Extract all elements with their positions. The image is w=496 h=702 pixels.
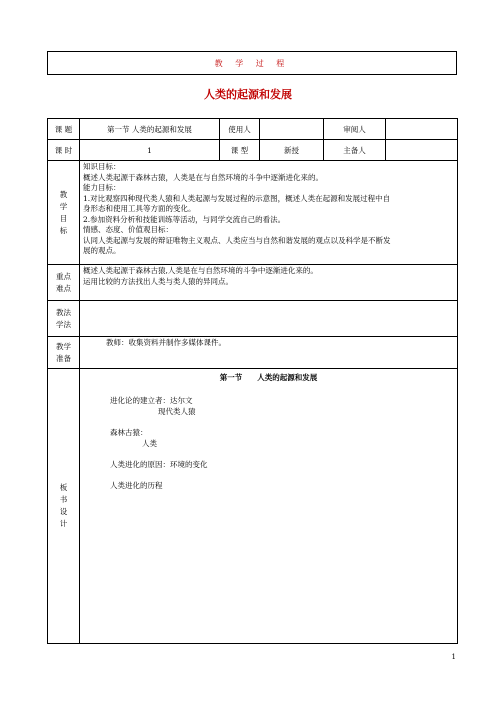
prep-label: 教学 准备 — [48, 337, 80, 369]
board-title: 第一节 人类的起源和发展 — [219, 373, 318, 382]
user-value — [260, 119, 324, 140]
topic-value: 第一节 人类的起源和发展 — [80, 119, 220, 140]
reviewer-value — [386, 119, 458, 140]
goals-line: 能力目标： — [83, 183, 121, 192]
goals-line: 认同人类起源与发展的辩证唯物主义观点、人类应当与自然和谐发展的观点以及科学是不断发 — [83, 235, 391, 245]
board-line-cause: 人类进化的原因：环境的变化 — [110, 460, 208, 469]
board-label: 板 书 设 计 — [48, 369, 80, 644]
preparer-value — [386, 140, 458, 161]
goals-line: 情感、态度、价值观目标： — [83, 225, 173, 234]
goals-line: 展的观点。 — [83, 246, 121, 255]
type-label: 课 型 — [220, 140, 260, 161]
row-prep — [48, 337, 458, 369]
board-line-apes: 现代类人猿 — [158, 407, 196, 416]
key-point-line: 运用比较的方法找出人类与类人猿的异同点。 — [83, 276, 233, 286]
goals-label: 教 学 目 标 — [48, 161, 80, 265]
board-line-history: 人类进化的历程 — [110, 481, 163, 490]
goals-line: 1.对比观察四种现代类人猿和人类起源与发展过程的示意图，概述人类在起源和发展过程中自 — [83, 193, 391, 203]
goals-content — [80, 161, 458, 265]
row-board — [48, 369, 458, 644]
row-key-points — [48, 265, 458, 301]
type-value: 新授 — [260, 140, 324, 161]
board-content — [80, 369, 458, 644]
header-text: 教 学 过 程 — [214, 59, 290, 68]
lesson-plan-table — [47, 118, 458, 644]
methods-label: 教法 学法 — [48, 301, 80, 337]
goals-line: 身形态和使用工具等方面的变化。 — [83, 204, 196, 213]
key-point-line: 概述人类起源于森林古猿,人类是在与自然环境的斗争中逐渐进化来的。 — [83, 266, 318, 275]
prep-content: 教师：收集资料并制作多媒体课件。 — [80, 337, 458, 369]
page-number: 1 — [451, 653, 456, 661]
hours-label: 课 时 — [48, 140, 80, 161]
preparer-label: 主备人 — [324, 140, 386, 161]
key-points-label: 重点 难点 — [48, 265, 80, 301]
board-line-humans: 人类 — [142, 439, 157, 448]
goals-line: 知识目标： — [83, 162, 121, 171]
goals-line: 概述人类起源于森林古猿，人类是在与自然环境的斗争中逐渐进化来的。 — [83, 172, 323, 182]
row-methods — [48, 301, 458, 337]
row-topic — [48, 119, 458, 140]
user-label: 使用人 — [220, 119, 260, 140]
reviewer-label: 审阅人 — [324, 119, 386, 140]
row-goals — [48, 161, 458, 265]
row-hours — [48, 140, 458, 161]
hours-value: 1 — [80, 140, 220, 161]
goals-line: 2.参加资料分析和技能训练等活动，与同学交流自己的看法。 — [83, 214, 286, 224]
key-points-content — [80, 265, 458, 301]
methods-content — [80, 301, 458, 337]
page-title: 人类的起源和发展 — [204, 88, 292, 101]
topic-label: 课 题 — [48, 119, 80, 140]
board-line-founder: 进化论的建立者：达尔文 — [110, 396, 193, 405]
header-box — [47, 51, 457, 75]
board-line-forest-ape: 森林古猿： — [110, 428, 148, 437]
